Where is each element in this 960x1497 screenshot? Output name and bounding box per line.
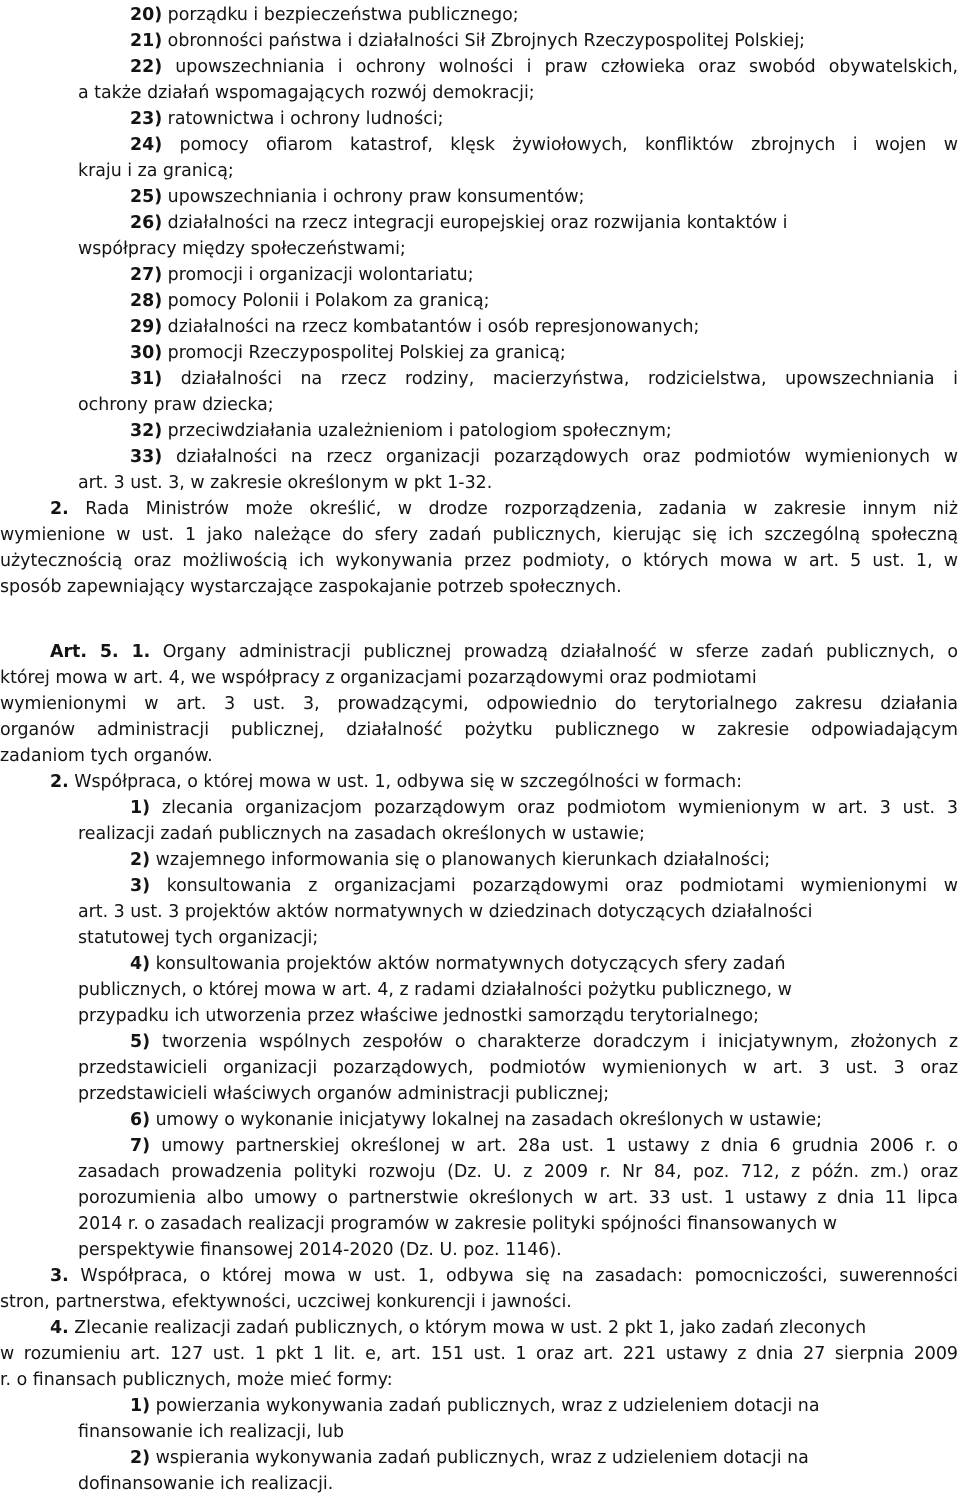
item-number: 3. (50, 1266, 69, 1286)
line-text: przedstawicieli właściwych organów administracji publicznej; (78, 1084, 610, 1104)
line-text: współpracy między społeczeństwami; (78, 239, 406, 259)
text-line (0, 470, 960, 496)
line-text: finansowanie ich realizacji, lub (78, 1422, 345, 1442)
item-number: 30) (130, 343, 163, 363)
text-line (0, 158, 960, 184)
line-text: wymienionymi w art. 3 ust. 3, prowadzącymi, odpowiednio do terytorialnego zakresu działania (0, 694, 958, 714)
text-line (0, 106, 960, 132)
text-line (0, 1003, 960, 1029)
item-number: 5) (130, 1032, 151, 1052)
text-line (0, 184, 960, 210)
text-line (0, 418, 960, 444)
text-line (0, 392, 960, 418)
line-text: r. o finansach publicznych, może mieć formy: (0, 1370, 393, 1390)
item-number: 2. (50, 499, 69, 519)
line-text: działalności na rzecz organizacji pozarządowych oraz podmiotów wymienionych w (162, 447, 958, 467)
line-text: sposób zapewniający wystarczające zaspokajanie potrzeb społecznych. (0, 577, 622, 597)
line-text: Rada Ministrów może określić, w drodze rozporządzenia, zadania w zakresie innym niż (68, 499, 958, 519)
text-line (0, 821, 960, 847)
text-line (0, 1107, 960, 1133)
text-line (0, 639, 960, 665)
item-number: 31) (130, 369, 163, 389)
line-text: porządku i bezpieczeństwa publicznego; (162, 5, 519, 25)
line-text: przypadku ich utworzenia przez właściwe jednostki samorządu terytorialnego; (78, 1006, 760, 1026)
text-line (0, 262, 960, 288)
text-line (0, 80, 960, 106)
line-text: upowszechniania i ochrony praw konsumentów; (162, 187, 585, 207)
line-text: zasadach prowadzenia polityki rozwoju (Dz. U. z 2009 r. Nr 84, poz. 712, z późn. zm.) oraz (78, 1162, 958, 1182)
text-line (0, 444, 960, 470)
line-text: przedstawicieli organizacji pozarządowych, podmiotów wymienionych w art. 3 ust. 3 oraz (78, 1058, 958, 1078)
item-number: 29) (130, 317, 163, 337)
line-text: konsultowania projektów aktów normatywnych dotyczących sfery zadań (150, 954, 786, 974)
line-text: wspierania wykonywania zadań publicznych, wraz z udzieleniem dotacji na (150, 1448, 809, 1468)
item-number: 1) (130, 1396, 151, 1416)
line-text: a także działań wspomagających rozwój demokracji; (78, 83, 535, 103)
text-line (0, 691, 960, 717)
text-line (0, 873, 960, 899)
item-number: 2. (50, 772, 69, 792)
line-text: zlecania organizacjom pozarządowym oraz podmiotom wymienionym w art. 3 ust. 3 (150, 798, 958, 818)
line-text: publicznych, o której mowa w art. 4, z radami działalności pożytku publicznego, w (78, 980, 792, 1000)
line-text: umowy o wykonanie inicjatywy lokalnej na zasadach określonych w ustawie; (150, 1110, 823, 1130)
text-line (0, 1393, 960, 1419)
text-line (0, 1471, 960, 1497)
text-line (0, 1211, 960, 1237)
text-line (0, 1159, 960, 1185)
text-line (0, 665, 960, 691)
line-text: powierzania wykonywania zadań publicznych, wraz z udzieleniem dotacji na (150, 1396, 820, 1416)
line-text: kraju i za granicą; (78, 161, 234, 181)
line-text: wzajemnego informowania się o planowanych kierunkach działalności; (150, 850, 771, 870)
item-number: Art. 5. 1. (50, 642, 151, 662)
item-number: 1) (130, 798, 151, 818)
text-line (0, 1445, 960, 1471)
text-line (0, 1185, 960, 1211)
line-text: tworzenia wspólnych zespołów o charakterze doradczym i inicjatywnym, złożonych z (150, 1032, 958, 1052)
line-text: Organy administracji publicznej prowadzą działalność w sferze zadań publicznych, o (150, 642, 959, 662)
text-line (0, 1029, 960, 1055)
text-line (0, 574, 960, 600)
line-text: art. 3 ust. 3 projektów aktów normatywnych w dziedzinach dotyczących działalności (78, 902, 813, 922)
line-text: w rozumieniu art. 127 ust. 1 pkt 1 lit. e, art. 151 ust. 1 oraz art. 221 ustawy z dnia 27 sierpnia 2009 (0, 1344, 958, 1364)
line-text: promocji i organizacji wolontariatu; (162, 265, 474, 285)
line-text: perspektywie finansowej 2014-2020 (Dz. U. poz. 1146). (78, 1240, 562, 1260)
text-line (0, 236, 960, 262)
text-line (0, 1341, 960, 1367)
text-line (0, 1081, 960, 1107)
text-line (0, 1133, 960, 1159)
item-number: 7) (130, 1136, 151, 1156)
text-line (0, 314, 960, 340)
text-line (0, 795, 960, 821)
text-line (0, 366, 960, 392)
line-text: przeciwdziałania uzależnieniom i patologiom społecznym; (162, 421, 672, 441)
line-text: statutowej tych organizacji; (78, 928, 319, 948)
line-text: organów administracji publicznej, działalność pożytku publicznego w zakresie odpowiadającym (0, 720, 958, 740)
text-line (0, 847, 960, 873)
item-number: 33) (130, 447, 163, 467)
item-number: 4) (130, 954, 151, 974)
line-text: pomocy ofiarom katastrof, klęsk żywiołowych, konfliktów zbrojnych i wojen w (162, 135, 958, 155)
text-line (0, 1263, 960, 1289)
item-number: 24) (130, 135, 163, 155)
item-number: 20) (130, 5, 163, 25)
text-line (0, 951, 960, 977)
line-text: obronności państwa i działalności Sił Zbrojnych Rzeczypospolitej Polskiej; (162, 31, 806, 51)
item-number: 23) (130, 109, 163, 129)
text-line (0, 548, 960, 574)
text-line (0, 899, 960, 925)
line-text: ochrony praw dziecka; (78, 395, 274, 415)
text-line (0, 210, 960, 236)
line-text: użytecznością oraz możliwością ich wykonywania przez podmioty, o których mowa w art. 5 ust. 1, w (0, 551, 958, 571)
item-number: 6) (130, 1110, 151, 1130)
text-line (0, 743, 960, 769)
text-line (0, 925, 960, 951)
text-line (0, 496, 960, 522)
item-number: 27) (130, 265, 163, 285)
text-line (0, 1055, 960, 1081)
text-line (0, 2, 960, 28)
text-line (0, 769, 960, 795)
item-number: 22) (130, 57, 163, 77)
item-number: 2) (130, 850, 151, 870)
text-line (0, 1237, 960, 1263)
text-line (0, 1289, 960, 1315)
item-number: 21) (130, 31, 163, 51)
text-line (0, 1419, 960, 1445)
line-text: działalności na rzecz kombatantów i osób represjonowanych; (162, 317, 700, 337)
line-text: 2014 r. o zasadach realizacji programów w zakresie polityki spójności finansowanych w (78, 1214, 837, 1234)
text-line (0, 522, 960, 548)
text-line (0, 28, 960, 54)
line-text: Zlecanie realizacji zadań publicznych, o którym mowa w ust. 2 pkt 1, jako zadań zleconych (68, 1318, 867, 1338)
item-number: 26) (130, 213, 163, 233)
line-text: działalności na rzecz integracji europejskiej oraz rozwijania kontaktów i (162, 213, 788, 233)
line-text: art. 3 ust. 3, w zakresie określonym w pkt 1-32. (78, 473, 493, 493)
line-text: porozumienia albo umowy o partnerstwie określonych w art. 33 ust. 1 ustawy z dnia 11 lipca (78, 1188, 958, 1208)
line-text: upowszechniania i ochrony wolności i praw człowieka oraz swobód obywatelskich, (162, 57, 958, 77)
text-line (0, 717, 960, 743)
line-text: pomocy Polonii i Polakom za granicą; (162, 291, 490, 311)
text-line (0, 288, 960, 314)
text-line (0, 1367, 960, 1393)
line-text: Współpraca, o której mowa w ust. 1, odbywa się w szczególności w formach: (68, 772, 743, 792)
text-line (0, 977, 960, 1003)
line-text: ratownictwa i ochrony ludności; (162, 109, 444, 129)
line-text: dofinansowanie ich realizacji. (78, 1474, 334, 1494)
text-line (0, 1315, 960, 1341)
item-number: 2) (130, 1448, 151, 1468)
line-text: umowy partnerskiej określonej w art. 28a ust. 1 ustawy z dnia 6 grudnia 2006 r. o (150, 1136, 958, 1156)
line-text: działalności na rzecz rodziny, macierzyństwa, rodzicielstwa, upowszechniania i (162, 369, 958, 389)
line-text: wymienione w ust. 1 jako należące do sfery zadań publicznych, kierując się ich szczególną społeczną (0, 525, 958, 545)
text-line (0, 132, 960, 158)
line-text: promocji Rzeczypospolitej Polskiej za granicą; (162, 343, 566, 363)
item-number: 3) (130, 876, 151, 896)
item-number: 25) (130, 187, 163, 207)
item-number: 28) (130, 291, 163, 311)
line-text: zadaniom tych organów. (0, 746, 213, 766)
line-text: Współpraca, o której mowa w ust. 1, odbywa się na zasadach: pomocniczości, suwerenności (68, 1266, 958, 1286)
item-number: 32) (130, 421, 163, 441)
text-line (0, 340, 960, 366)
line-text: realizacji zadań publicznych na zasadach określonych w ustawie; (78, 824, 645, 844)
line-text: stron, partnerstwa, efektywności, uczciwej konkurencji i jawności. (0, 1292, 572, 1312)
item-number: 4. (50, 1318, 69, 1338)
line-text: której mowa w art. 4, we współpracy z organizacjami pozarządowymi oraz podmiotami (0, 668, 757, 688)
line-text: konsultowania z organizacjami pozarządowymi oraz podmiotami wymienionymi w (150, 876, 958, 896)
text-line (0, 54, 960, 80)
